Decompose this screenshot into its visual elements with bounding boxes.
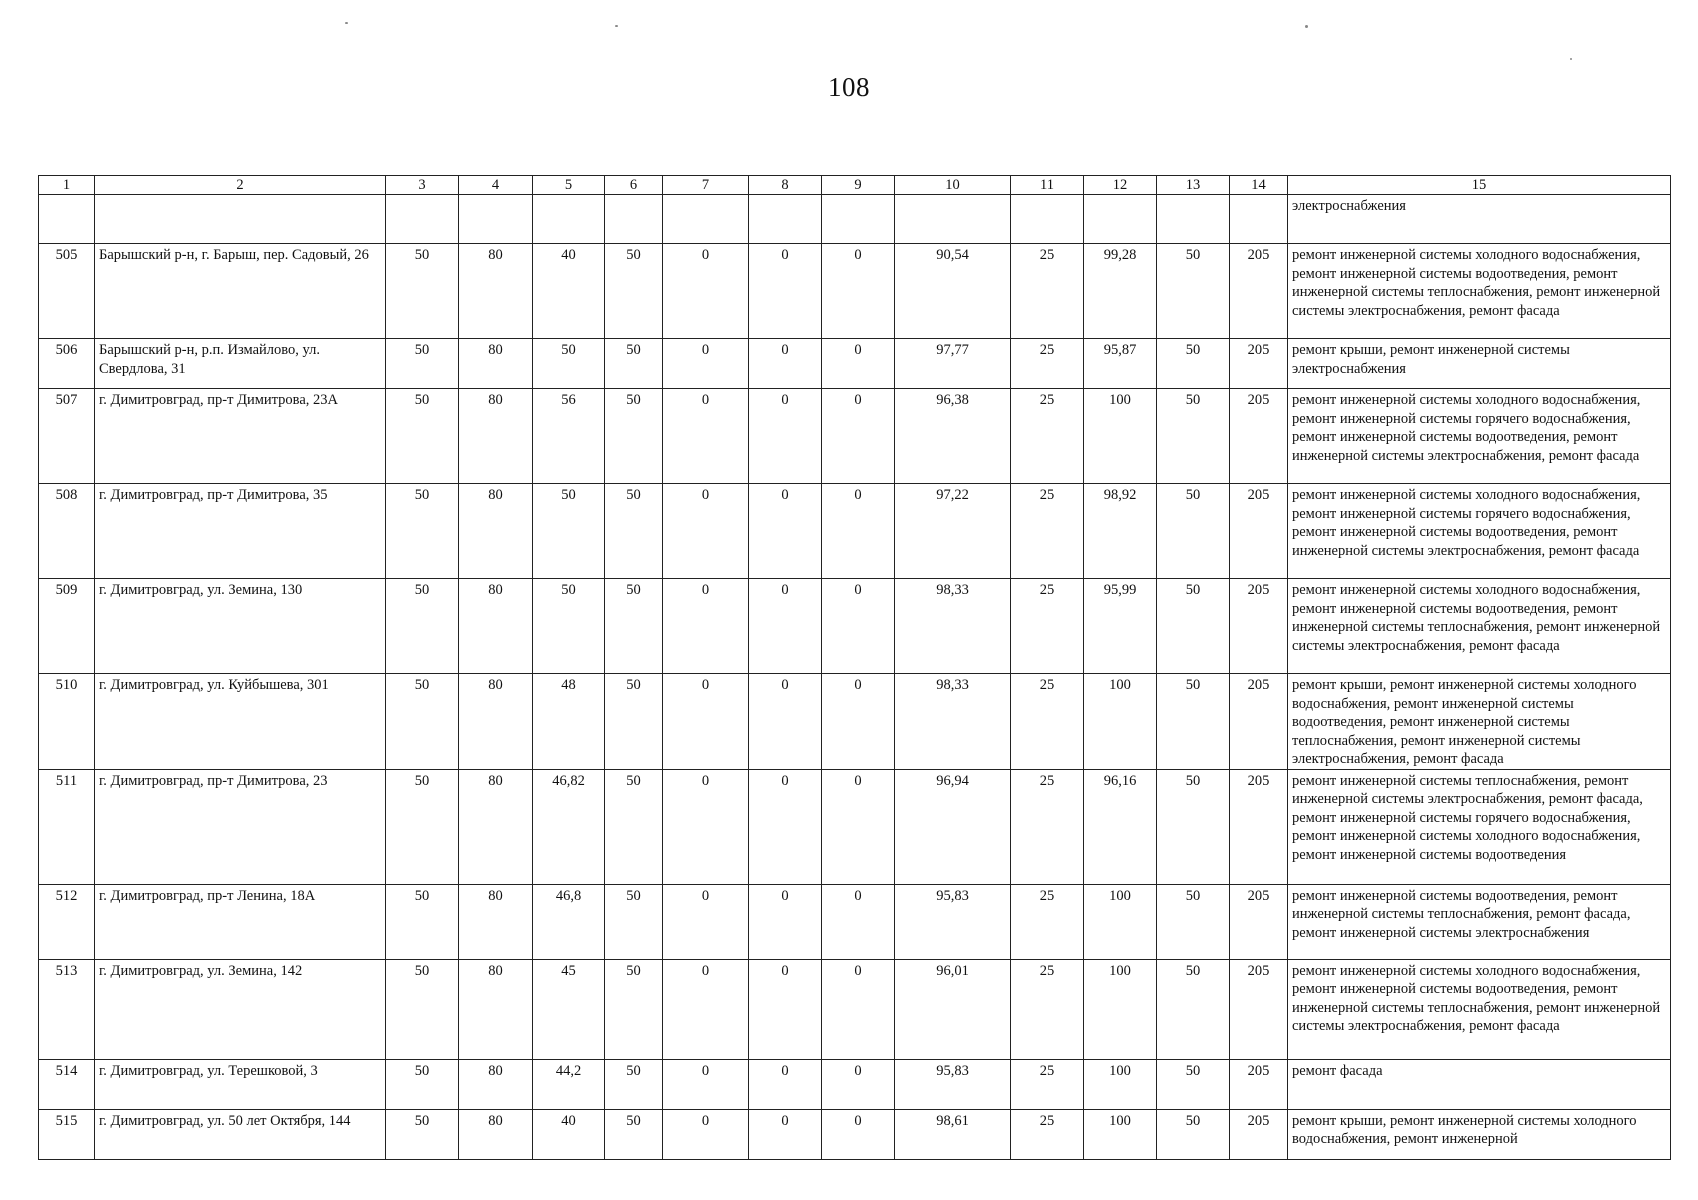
value-cell: 0	[749, 1059, 822, 1109]
value-cell: 80	[459, 244, 533, 339]
value-cell: 44,2	[533, 1059, 605, 1109]
value-cell: 50	[605, 769, 663, 884]
column-header: 5	[533, 176, 605, 195]
cell	[1084, 195, 1157, 244]
table-row	[39, 959, 1671, 1059]
table-row-continuation	[39, 195, 1671, 244]
value-cell: 96,01	[895, 959, 1011, 1059]
value-cell: 46,8	[533, 884, 605, 959]
column-header: 12	[1084, 176, 1157, 195]
value-cell: 99,28	[1084, 244, 1157, 339]
value-cell: 25	[1011, 1059, 1084, 1109]
row-number-cell: 512	[39, 884, 95, 959]
repair-works-cell: ремонт фасада	[1288, 1059, 1671, 1109]
value-cell: 90,54	[895, 244, 1011, 339]
scan-speck	[1305, 25, 1308, 28]
cell	[1230, 195, 1288, 244]
row-number-cell: 508	[39, 484, 95, 579]
value-cell: 50	[533, 339, 605, 389]
cell	[459, 195, 533, 244]
value-cell: 205	[1230, 959, 1288, 1059]
value-cell: 0	[663, 1109, 749, 1159]
value-cell: 0	[663, 674, 749, 770]
address-cell: г. Димитровград, пр-т Димитрова, 35	[95, 484, 386, 579]
value-cell: 205	[1230, 674, 1288, 770]
repair-works-cell: ремонт инженерной системы холодного водоснабжения, ремонт инженерной системы водоотведения, ремонт инженерной системы теплоснабжения, ремонт инженерной системы электроснабжения, ремонт фасада	[1288, 244, 1671, 339]
value-cell: 48	[533, 674, 605, 770]
value-cell: 0	[663, 579, 749, 674]
scan-speck	[615, 25, 618, 27]
value-cell: 100	[1084, 389, 1157, 484]
value-cell: 0	[822, 389, 895, 484]
column-header: 1	[39, 176, 95, 195]
value-cell: 50	[533, 579, 605, 674]
value-cell: 96,16	[1084, 769, 1157, 884]
address-cell: г. Димитровград, ул. Куйбышева, 301	[95, 674, 386, 770]
table-row	[39, 884, 1671, 959]
value-cell: 0	[749, 389, 822, 484]
value-cell: 25	[1011, 1109, 1084, 1159]
repair-works-cell: ремонт инженерной системы холодного водоснабжения, ремонт инженерной системы горячего водоснабжения, ремонт инженерной системы водоотведения, ремонт инженерной системы электроснабжения, ремонт фасада	[1288, 484, 1671, 579]
value-cell: 25	[1011, 484, 1084, 579]
value-cell: 25	[1011, 674, 1084, 770]
table-row	[39, 1059, 1671, 1109]
value-cell: 80	[459, 1109, 533, 1159]
column-header: 9	[822, 176, 895, 195]
column-header: 2	[95, 176, 386, 195]
value-cell: 0	[822, 959, 895, 1059]
column-header: 11	[1011, 176, 1084, 195]
value-cell: 96,94	[895, 769, 1011, 884]
value-cell: 100	[1084, 1059, 1157, 1109]
column-header: 7	[663, 176, 749, 195]
value-cell: 98,33	[895, 674, 1011, 770]
value-cell: 80	[459, 579, 533, 674]
value-cell: 25	[1011, 389, 1084, 484]
value-cell: 0	[749, 884, 822, 959]
value-cell: 205	[1230, 1059, 1288, 1109]
value-cell: 0	[822, 579, 895, 674]
value-cell: 100	[1084, 674, 1157, 770]
value-cell: 0	[663, 484, 749, 579]
value-cell: 50	[605, 884, 663, 959]
row-number-cell: 515	[39, 1109, 95, 1159]
value-cell: 0	[749, 339, 822, 389]
value-cell: 97,22	[895, 484, 1011, 579]
value-cell: 0	[822, 884, 895, 959]
value-cell: 95,87	[1084, 339, 1157, 389]
value-cell: 0	[822, 484, 895, 579]
value-cell: 0	[663, 959, 749, 1059]
value-cell: 0	[749, 244, 822, 339]
value-cell: 98,33	[895, 579, 1011, 674]
value-cell: 97,77	[895, 339, 1011, 389]
value-cell: 50	[386, 579, 459, 674]
value-cell: 205	[1230, 579, 1288, 674]
value-cell: 205	[1230, 339, 1288, 389]
value-cell: 25	[1011, 244, 1084, 339]
value-cell: 25	[1011, 959, 1084, 1059]
value-cell: 56	[533, 389, 605, 484]
value-cell: 50	[1157, 244, 1230, 339]
column-header: 8	[749, 176, 822, 195]
value-cell: 25	[1011, 579, 1084, 674]
value-cell: 50	[1157, 959, 1230, 1059]
value-cell: 50	[605, 959, 663, 1059]
table-row	[39, 674, 1671, 770]
value-cell: 0	[749, 769, 822, 884]
value-cell: 80	[459, 769, 533, 884]
value-cell: 95,83	[895, 1059, 1011, 1109]
repair-works-cell: электроснабжения	[1288, 195, 1671, 244]
column-header: 4	[459, 176, 533, 195]
value-cell: 95,83	[895, 884, 1011, 959]
value-cell: 50	[605, 244, 663, 339]
value-cell: 50	[605, 389, 663, 484]
cell	[39, 195, 95, 244]
value-cell: 50	[1157, 484, 1230, 579]
value-cell: 205	[1230, 769, 1288, 884]
row-number-cell: 505	[39, 244, 95, 339]
row-number-cell: 507	[39, 389, 95, 484]
value-cell: 80	[459, 389, 533, 484]
value-cell: 0	[822, 674, 895, 770]
address-cell: г. Димитровград, ул. Земина, 130	[95, 579, 386, 674]
value-cell: 96,38	[895, 389, 1011, 484]
value-cell: 0	[749, 579, 822, 674]
value-cell: 0	[749, 959, 822, 1059]
value-cell: 0	[749, 1109, 822, 1159]
cell	[533, 195, 605, 244]
value-cell: 50	[386, 1059, 459, 1109]
repair-works-cell: ремонт инженерной системы холодного водоснабжения, ремонт инженерной системы горячего водоснабжения, ремонт инженерной системы водоотведения, ремонт инженерной системы электроснабжения, ремонт фасада	[1288, 389, 1671, 484]
table-row	[39, 244, 1671, 339]
value-cell: 0	[663, 1059, 749, 1109]
value-cell: 50	[1157, 579, 1230, 674]
value-cell: 46,82	[533, 769, 605, 884]
value-cell: 25	[1011, 339, 1084, 389]
row-number-cell: 506	[39, 339, 95, 389]
table-row	[39, 579, 1671, 674]
value-cell: 50	[1157, 389, 1230, 484]
repair-works-cell: ремонт инженерной системы холодного водоснабжения, ремонт инженерной системы водоотведения, ремонт инженерной системы теплоснабжения, ремонт инженерной системы электроснабжения, ремонт фасада	[1288, 579, 1671, 674]
address-cell: г. Димитровград, пр-т Димитрова, 23А	[95, 389, 386, 484]
value-cell: 50	[386, 959, 459, 1059]
row-number-cell: 509	[39, 579, 95, 674]
address-cell: г. Димитровград, ул. Терешковой, 3	[95, 1059, 386, 1109]
page-number: 108	[828, 72, 870, 102]
value-cell: 205	[1230, 244, 1288, 339]
value-cell: 0	[822, 244, 895, 339]
address-cell: г. Димитровград, пр-т Димитрова, 23	[95, 769, 386, 884]
column-header: 6	[605, 176, 663, 195]
repair-works-cell: ремонт инженерной системы холодного водоснабжения, ремонт инженерной системы водоотведения, ремонт инженерной системы теплоснабжения, ремонт инженерной системы электроснабжения, ремонт фасада	[1288, 959, 1671, 1059]
table-row	[39, 1109, 1671, 1159]
value-cell: 0	[749, 674, 822, 770]
value-cell: 0	[663, 884, 749, 959]
address-cell: Барышский р-н, р.п. Измайлово, ул. Свердлова, 31	[95, 339, 386, 389]
cell	[386, 195, 459, 244]
value-cell: 50	[386, 769, 459, 884]
row-number-cell: 511	[39, 769, 95, 884]
value-cell: 80	[459, 339, 533, 389]
repair-works-cell: ремонт крыши, ремонт инженерной системы электроснабжения	[1288, 339, 1671, 389]
value-cell: 0	[663, 244, 749, 339]
value-cell: 50	[1157, 1109, 1230, 1159]
value-cell: 50	[386, 674, 459, 770]
cell	[605, 195, 663, 244]
table-row	[39, 484, 1671, 579]
repair-works-cell: ремонт инженерной системы водоотведения, ремонт инженерной системы теплоснабжения, ремонт фасада, ремонт инженерной системы электроснабжения	[1288, 884, 1671, 959]
value-cell: 50	[386, 884, 459, 959]
address-cell: г. Димитровград, пр-т Ленина, 18А	[95, 884, 386, 959]
repair-works-cell: ремонт инженерной системы теплоснабжения, ремонт инженерной системы электроснабжения, ремонт фасада, ремонт инженерной системы горячего водоснабжения, ремонт инженерной системы холодного водоснабжения, ремонт инженерной системы водоотведения	[1288, 769, 1671, 884]
address-cell: г. Димитровград, ул. 50 лет Октября, 144	[95, 1109, 386, 1159]
value-cell: 80	[459, 674, 533, 770]
repair-works-cell: ремонт крыши, ремонт инженерной системы холодного водоснабжения, ремонт инженерной	[1288, 1109, 1671, 1159]
value-cell: 0	[822, 1059, 895, 1109]
value-cell: 0	[822, 1109, 895, 1159]
column-header: 13	[1157, 176, 1230, 195]
value-cell: 50	[605, 674, 663, 770]
cell	[822, 195, 895, 244]
value-cell: 50	[386, 389, 459, 484]
value-cell: 0	[822, 339, 895, 389]
table-row	[39, 769, 1671, 884]
table-row	[39, 339, 1671, 389]
column-header: 10	[895, 176, 1011, 195]
value-cell: 100	[1084, 884, 1157, 959]
value-cell: 50	[605, 339, 663, 389]
value-cell: 50	[1157, 674, 1230, 770]
column-header: 14	[1230, 176, 1288, 195]
value-cell: 80	[459, 1059, 533, 1109]
value-cell: 100	[1084, 959, 1157, 1059]
cell	[663, 195, 749, 244]
cell	[95, 195, 386, 244]
scan-speck	[1570, 58, 1572, 60]
value-cell: 205	[1230, 884, 1288, 959]
value-cell: 0	[663, 389, 749, 484]
row-number-cell: 514	[39, 1059, 95, 1109]
value-cell: 80	[459, 959, 533, 1059]
value-cell: 0	[663, 769, 749, 884]
registry-table	[38, 175, 1671, 1160]
table-header-row	[39, 176, 1671, 195]
value-cell: 50	[1157, 884, 1230, 959]
address-cell: Барышский р-н, г. Барыш, пер. Садовый, 26	[95, 244, 386, 339]
value-cell: 0	[663, 339, 749, 389]
value-cell: 50	[605, 484, 663, 579]
value-cell: 25	[1011, 884, 1084, 959]
value-cell: 50	[386, 339, 459, 389]
cell	[1011, 195, 1084, 244]
column-header: 3	[386, 176, 459, 195]
value-cell: 50	[533, 484, 605, 579]
value-cell: 50	[1157, 769, 1230, 884]
value-cell: 25	[1011, 769, 1084, 884]
cell	[895, 195, 1011, 244]
column-header: 15	[1288, 176, 1671, 195]
row-number-cell: 513	[39, 959, 95, 1059]
repair-works-cell: ремонт крыши, ремонт инженерной системы холодного водоснабжения, ремонт инженерной системы водоотведения, ремонт инженерной системы теплоснабжения, ремонт инженерной системы электроснабжения, ремонт фасада	[1288, 674, 1671, 770]
value-cell: 80	[459, 484, 533, 579]
row-number-cell: 510	[39, 674, 95, 770]
value-cell: 205	[1230, 484, 1288, 579]
value-cell: 205	[1230, 389, 1288, 484]
value-cell: 95,99	[1084, 579, 1157, 674]
cell	[749, 195, 822, 244]
value-cell: 98,61	[895, 1109, 1011, 1159]
value-cell: 50	[386, 244, 459, 339]
value-cell: 50	[605, 579, 663, 674]
value-cell: 50	[605, 1059, 663, 1109]
value-cell: 40	[533, 244, 605, 339]
value-cell: 0	[822, 769, 895, 884]
value-cell: 0	[749, 484, 822, 579]
value-cell: 50	[605, 1109, 663, 1159]
value-cell: 40	[533, 1109, 605, 1159]
value-cell: 100	[1084, 1109, 1157, 1159]
cell	[1157, 195, 1230, 244]
value-cell: 50	[1157, 1059, 1230, 1109]
value-cell: 205	[1230, 1109, 1288, 1159]
value-cell: 45	[533, 959, 605, 1059]
value-cell: 50	[1157, 339, 1230, 389]
value-cell: 50	[386, 484, 459, 579]
scan-speck	[345, 22, 348, 24]
value-cell: 80	[459, 884, 533, 959]
value-cell: 98,92	[1084, 484, 1157, 579]
value-cell: 50	[386, 1109, 459, 1159]
table-row	[39, 389, 1671, 484]
address-cell: г. Димитровград, ул. Земина, 142	[95, 959, 386, 1059]
